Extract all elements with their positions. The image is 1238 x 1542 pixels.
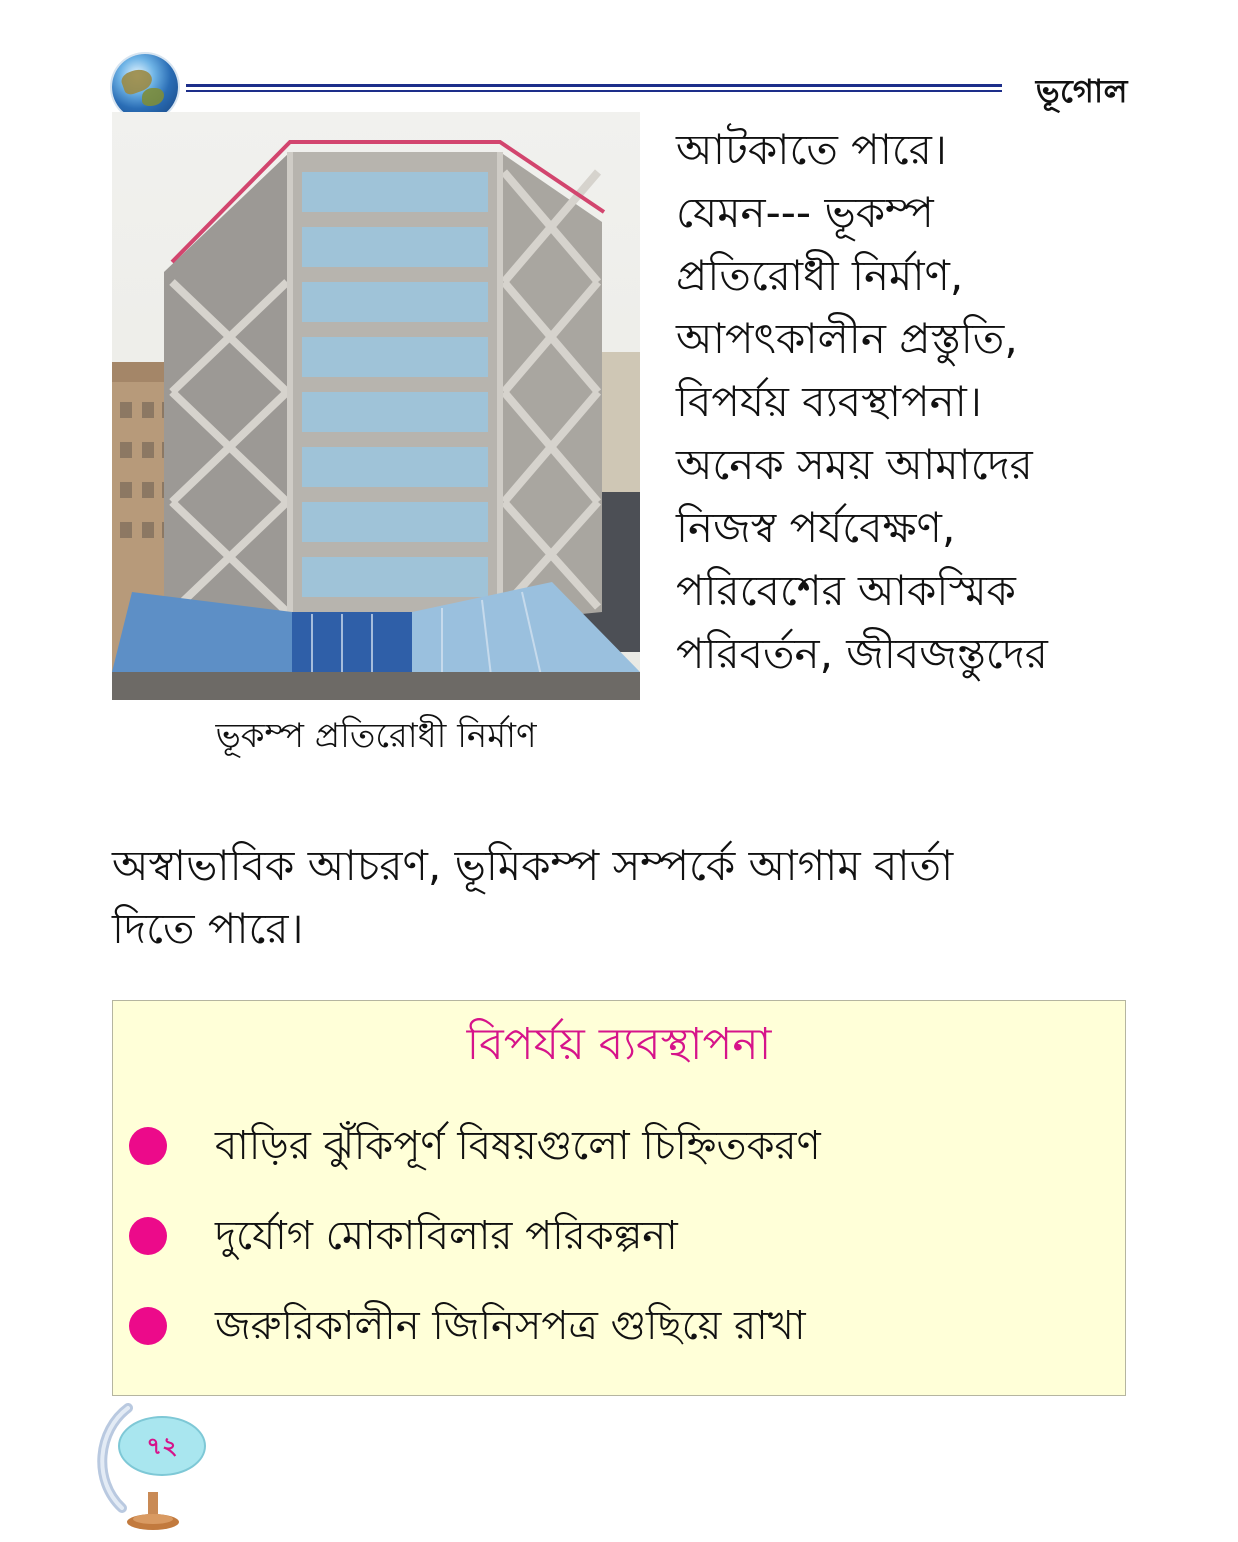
- list-item-text: জরুরিকালীন জিনিসপত্র গুছিয়ে রাখা: [215, 1303, 806, 1349]
- text-line: নিজস্ব পর্যবেক্ষণ,: [676, 503, 956, 552]
- list-item: [123, 1111, 1113, 1181]
- disaster-management-box: [112, 1000, 1126, 1396]
- globe-icon: [112, 54, 178, 120]
- text-line: পরিবেশের আকস্মিক: [676, 566, 1016, 615]
- text-line: আটকাতে পারে।: [676, 125, 947, 174]
- body-text-full: [112, 834, 1124, 960]
- text-line: আপৎকালীন প্রস্তুতি,: [676, 314, 1018, 363]
- body-text-right: [676, 118, 1124, 685]
- text-line: পরিবর্তন, জীবজন্তুদের: [676, 629, 1048, 678]
- header-rule: [186, 84, 1002, 92]
- bullet-dot-icon: [129, 1307, 167, 1345]
- bullet-dot-icon: [129, 1127, 167, 1165]
- text-line: অস্বাভাবিক আচরণ, ভূমিকম্প সম্পর্কে আগাম বার্তা: [112, 841, 954, 890]
- building-photo: [112, 112, 640, 700]
- bullet-dot-icon: [129, 1217, 167, 1255]
- page-number: ৭২: [118, 1416, 206, 1476]
- text-line: বিপর্যয় ব্যবস্থাপনা।: [676, 377, 982, 426]
- figure-caption: ভূকম্প প্রতিরোধী নির্মাণ: [215, 716, 537, 756]
- list-item-text: বাড়ির ঝুঁকিপূর্ণ বিষয়গুলো চিহ্নিতকরণ: [215, 1123, 821, 1169]
- list-item-text: দুর্যোগ মোকাবিলার পরিকল্পনা: [215, 1213, 678, 1259]
- list-item: [123, 1201, 1113, 1271]
- text-line: অনেক সময় আমাদের: [676, 440, 1033, 489]
- subject-title: ভূগোল: [1035, 72, 1128, 110]
- box-title: বিপর্যয় ব্যবস্থাপনা: [466, 1019, 772, 1070]
- list-item: [123, 1291, 1113, 1361]
- text-line: যেমন--- ভূকম্প: [676, 188, 934, 237]
- text-line: প্রতিরোধী নির্মাণ,: [676, 251, 964, 300]
- text-line: দিতে পারে।: [112, 904, 304, 953]
